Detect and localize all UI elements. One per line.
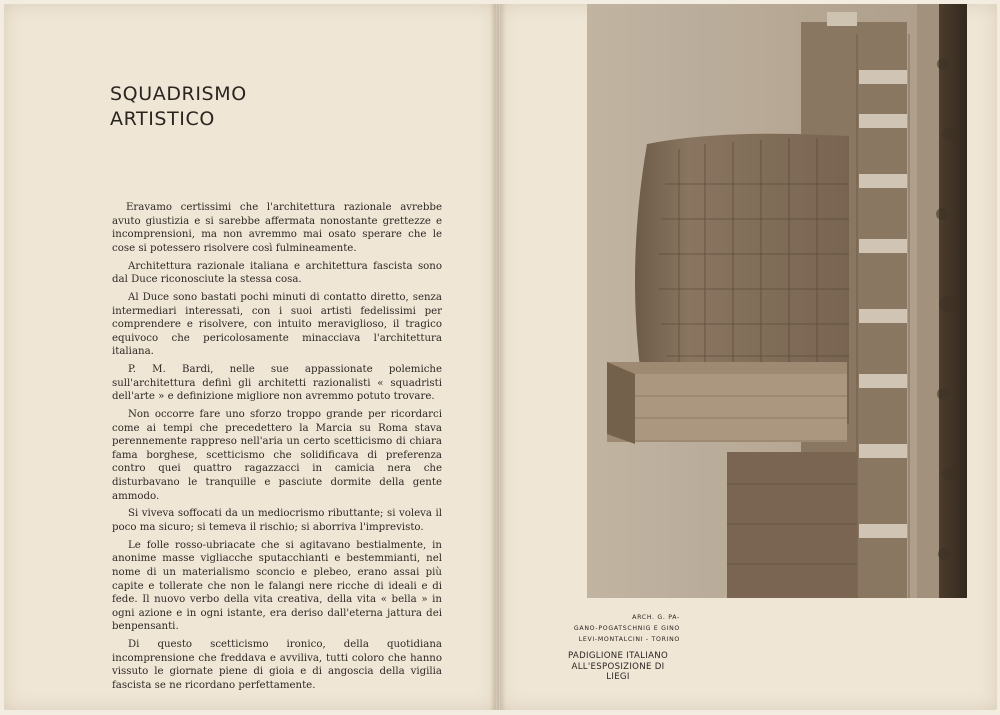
caption-line-3: LIEGI [606,672,630,683]
title-line-2: ARTISTICO [110,108,215,130]
paragraph-2: Architettura razionale italiana e architettura fascista sono dal Duce riconosciute la stessa cosa. [112,260,442,286]
paragraph-3: Al Duce sono bastati pochi minuti di contatto diretto, senza intermediari interessati, con i suoi artisti fedelissimi per comprendere e risolvere, con intuito meraviglioso, il tragico equivoco che pericolosamente minacciava l'architettura italiana. [112,292,442,358]
paragraph-4: P. M. Bardi, nelle sue appassionate polemiche sull'architettura definì gli architetti razionalisti « squadristi dell'arte » e definizione migliore non avremmo potuto trovare. [112,364,442,403]
credit-line-2: GANO-POGATSCHNIG E GINO [573,625,680,632]
pavilion-title [556,651,680,683]
article-body [112,201,442,697]
paragraph-1: Eravamo certissimi che l'architettura razionale avrebbe avuto giustizia e si sarebbe affermata nonostante grettezze e incomprensioni, ma non avremmo mai osato sperare che le cose si potessero risolvere così fulmineamente. [112,202,442,254]
photo-caption [556,612,726,683]
paragraph-6: Si viveva soffocati da un mediocrismo ributtante; si voleva il poco ma sicuro; si temeva il rischio; si aborriva l'imprevisto. [112,508,442,533]
paragraph-8: Di questo scetticismo ironico, della quotidiana incomprensione che freddava e avviliva, tutti coloro che hanno vissuto le giornate piene di gioia e di angoscia della vigilia fascista se ne ricordano perfettamente. [112,639,442,691]
article-title [110,82,247,132]
architect-credit [556,612,680,645]
caption-line-2: ALL'ESPOSIZIONE DI [571,661,665,672]
book-gutter [490,4,506,710]
paragraph-5: Non occorre fare uno sforzo troppo grande per ricordarci come ai tempi che precedettero la Marcia su Roma stava perennemente rappreso nell'aria un certo scetticismo di chiara fama borghese, scetticismo che solidificava di preferenza contro quei quattro ragazzacci in camicia nera che disturbavano le tranquille e pasciute dormite della gente ammodo. [112,409,442,502]
left-page [4,4,496,710]
pavilion-photograph [587,4,967,598]
caption-line-1: PADIGLIONE ITALIANO [567,651,669,661]
title-line-1: SQUADRISMO [110,83,247,105]
credit-line-1: ARCH. G. PA- [632,614,680,621]
credit-line-3: LEVI-MONTALCINI - TORINO [578,636,680,643]
paragraph-7: Le folle rosso-ubriacate che si agitavano bestialmente, in anonime masse vigliacche sputacchianti e bestemmianti, nel nome di un materialismo sconcio e plebeo, erano assai più capite e tollerate che non le falangi nere ricche di ideali e di fede. Il nuovo verbo della vita creativa, della vita « bella » in ogni azione e in ogni istante, era deriso dall'eterna jattura dei benpensanti. [112,539,442,633]
